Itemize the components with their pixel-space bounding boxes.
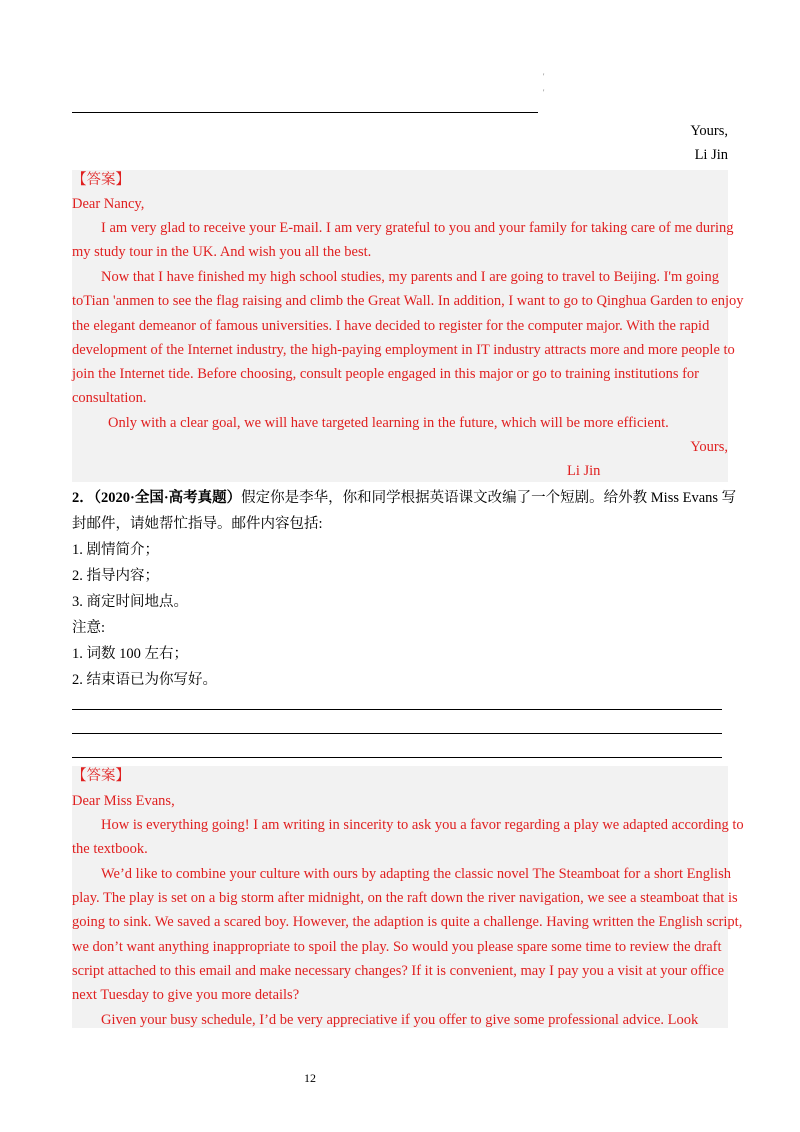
- paragraph-line: Now that I have finished my high school studies, my parents and I are going to travel to Beijing. I'm going: [101, 269, 719, 285]
- paragraph-line: consultation.: [72, 390, 147, 406]
- page-number: 12: [304, 1071, 316, 1085]
- paragraph-line: I am very glad to receive your E-mail. I am very grateful to you and your family for taking care of me during: [101, 220, 734, 236]
- paragraph-line: Given your busy schedule, I’d be very appreciative if you offer to give some professional advice. Look: [101, 1012, 699, 1028]
- closing: Yours,: [690, 439, 728, 455]
- answer-label: 【答案】: [72, 172, 130, 188]
- note-item: 2. 结束语已为你写好。: [72, 672, 217, 688]
- paragraph-line: going to sink. We saved a scared boy. However, the adaption is quite a challenge. Having written the English script,: [72, 914, 743, 930]
- scan-mark: ': [543, 88, 545, 97]
- closing: Yours,: [690, 123, 728, 139]
- paragraph-line: Only with a clear goal, we will have targeted learning in the future, which will be more efficient.: [108, 415, 669, 431]
- paragraph-line: the textbook.: [72, 841, 148, 857]
- requirement-item: 1. 剧情简介；: [72, 542, 159, 558]
- paragraph-line: next Tuesday to give you more details?: [72, 987, 300, 1003]
- paragraph-line: How is everything going! I am writing in sincerity to ask you a favor regarding a play we adapted according to: [101, 817, 744, 833]
- paragraph-line: script attached to this email and make necessary changes? If it is convenient, may I pay you a visit at your office: [72, 963, 725, 979]
- paragraph-line: play. The play is set on a big storm after midnight, on the raft down the river navigation, we see a steamboat that is: [72, 890, 738, 906]
- answer-line: [72, 733, 722, 734]
- question-prompt: [72, 488, 736, 508]
- paragraph-line: we don’t want anything inappropriate to spoil the play. So would you please spare some time to review the draft: [72, 939, 722, 955]
- signature: Li Jin: [694, 147, 728, 163]
- requirement-item: 2. 指导内容；: [72, 568, 159, 584]
- note-item: 1. 词数 100 左右；: [72, 646, 188, 662]
- requirement-item: 3. 商定时间地点。: [72, 594, 188, 610]
- paragraph-line: my study tour in the UK. And wish you all the best.: [72, 244, 372, 260]
- question-text: 封邮件，请她帮忙指导。邮件内容包括:: [72, 516, 323, 532]
- salutation: Dear Nancy,: [72, 196, 145, 212]
- signature: Li Jin: [567, 463, 601, 479]
- paragraph-line: toTian 'anmen to see the flag raising and climb the Great Wall. In addition, I want to go to Qinghua Garden to enjoy: [72, 293, 744, 309]
- paragraph-line: We’d like to combine your culture with ours by adapting the classic novel The Steamboat for a short English: [101, 866, 731, 882]
- salutation: Dear Miss Evans,: [72, 793, 175, 809]
- scan-mark: ': [543, 72, 545, 81]
- question-text: 假定你是李华，你和同学根据英语课文改编了一个短剧。给外教 Miss Evans 写: [241, 490, 737, 506]
- answer-label: 【答案】: [72, 768, 130, 784]
- paragraph-line: the elegant demeanor of famous universities. I have decided to register for the computer major. With the rapid: [72, 318, 710, 334]
- answer-line: [72, 112, 538, 113]
- question-number: 2．: [72, 490, 94, 506]
- answer-line: [72, 757, 722, 758]
- paragraph-line: join the Internet tide. Before choosing, consult people engaged in this major or go to training institutions for: [72, 366, 699, 382]
- note-label: 注意:: [72, 620, 106, 636]
- question-source: （2020·全国·高考真题）: [93, 490, 242, 506]
- answer-line: [72, 709, 722, 710]
- paragraph-line: development of the Internet industry, the high-paying employment in IT industry attracts more and more people to: [72, 342, 735, 358]
